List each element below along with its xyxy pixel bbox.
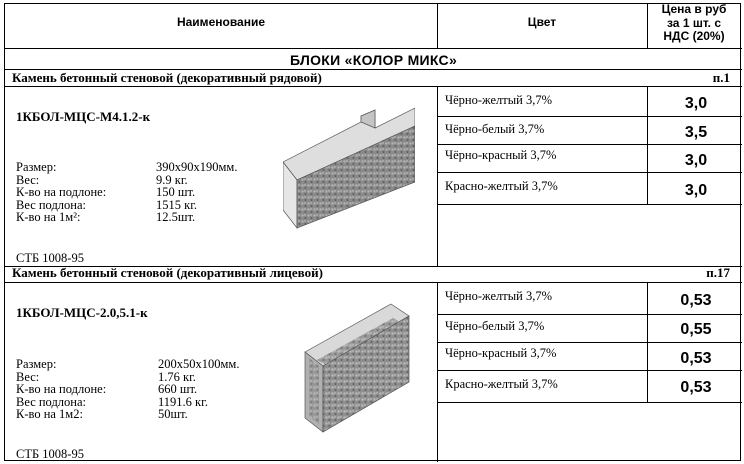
section-title: БЛОКИ «КОЛОР МИКС» (289, 52, 458, 68)
grid-line (437, 402, 742, 403)
color-variant: Чёрно-желтый 3,7% (445, 289, 552, 303)
grid-line (437, 172, 742, 173)
grid-line (437, 342, 742, 343)
spec-row: К-во на подлоне: 660 шт. (16, 382, 198, 397)
grid-line (437, 144, 742, 145)
column-header-price: Цена в руб за 1 шт. с НДС (20%) (661, 2, 727, 43)
standard: СТБ 1008-95 (16, 251, 84, 265)
category-title: Камень бетонный стеновой (декоративный рядовой) (12, 70, 322, 85)
price: 0,53 (680, 292, 712, 309)
color-variant: Чёрно-белый 3,7% (445, 122, 545, 136)
color-variant: Чёрно-белый 3,7% (445, 319, 545, 333)
item-number: п.1 (712, 70, 730, 85)
color-variant: Красно-желтый 3,7% (445, 179, 558, 193)
spec-row: Размер: 200х50х100мм. (16, 357, 240, 371)
block-image-ordinary (283, 100, 415, 248)
product-code: 1КБОЛ-МЦС-М4.1.2-к (16, 109, 151, 124)
item-number: п.17 (706, 265, 730, 280)
price: 3,0 (684, 95, 708, 112)
column-header-name: Наименование (176, 15, 266, 29)
grid-line (437, 116, 742, 117)
spec-row: Вес: 9.9 кг. (16, 172, 188, 187)
spec-row: К-во на подлоне: 150 шт. (16, 185, 196, 200)
grid-line (437, 282, 438, 462)
grid-line (5, 282, 742, 283)
spec-row: Вес подлона: 1515 кг. (16, 197, 198, 212)
grid-line (5, 266, 742, 267)
spec-row: Вес подлона: 1191.6 кг. (16, 394, 208, 409)
grid-line (437, 4, 438, 48)
grid-line (647, 4, 648, 48)
grid-line (647, 86, 648, 204)
grid-line (437, 314, 742, 315)
price: 3,0 (684, 152, 708, 169)
grid-line (437, 370, 742, 371)
grid-line (5, 69, 742, 70)
color-variant: Чёрно-красный 3,7% (445, 148, 557, 162)
grid-line (437, 86, 438, 266)
category-title: Камень бетонный стеновой (декоративный лицевой) (12, 265, 323, 280)
standard: СТБ 1008-95 (16, 447, 84, 461)
product-code: 1КБОЛ-МЦС-2.0,5.1-к (16, 305, 148, 320)
price: 0,53 (680, 379, 712, 396)
price: 3,5 (684, 124, 708, 141)
spec-row: Размер: 390х90х190мм. (16, 160, 238, 174)
grid-line (5, 48, 742, 49)
price: 3,0 (684, 182, 708, 199)
color-variant: Чёрно-желтый 3,7% (445, 93, 552, 107)
spec-row: К-во на 1м²: 12.5шт. (16, 210, 196, 225)
spec-row: Вес: 1.76 кг. (16, 369, 196, 384)
price-table (4, 3, 741, 461)
color-variant: Чёрно-красный 3,7% (445, 346, 557, 360)
grid-line (647, 282, 648, 402)
spec-list (16, 358, 239, 421)
price: 0,55 (680, 321, 712, 338)
color-variant: Красно-желтый 3,7% (445, 377, 558, 391)
column-header-color: Цвет (527, 15, 557, 29)
block-image-facing (295, 302, 413, 440)
price: 0,53 (680, 350, 712, 367)
spec-row: К-во на 1м2: 50шт. (16, 407, 188, 422)
spec-list (16, 161, 237, 224)
grid-line (437, 204, 742, 205)
grid-line (5, 86, 742, 87)
